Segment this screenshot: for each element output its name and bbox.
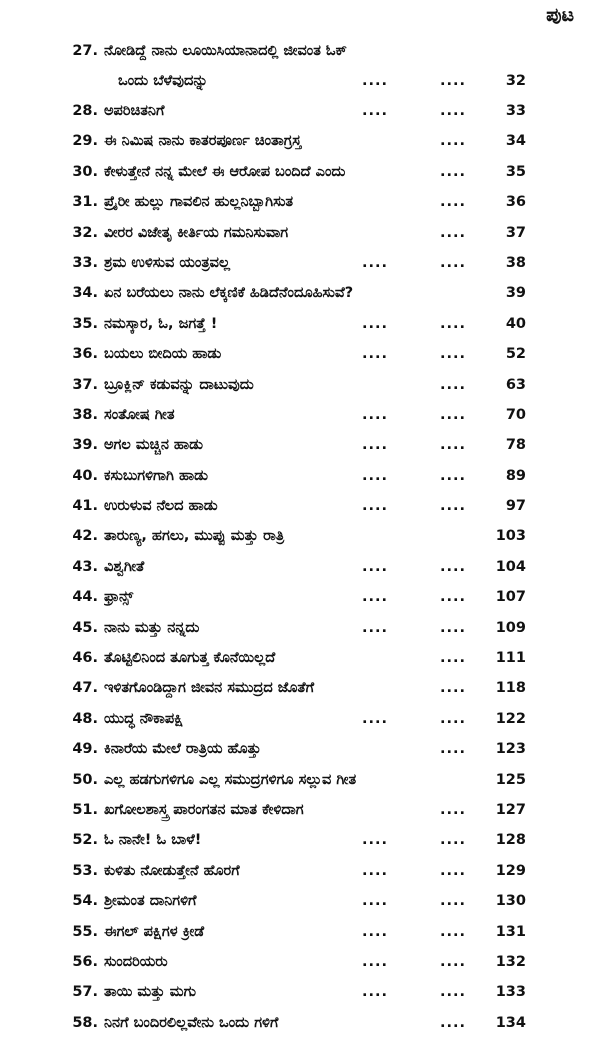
toc-entry bbox=[0, 552, 600, 582]
entry-title: ಶ್ರೀಮಂತ ದಾನಿಗಳಿಗೆ bbox=[104, 893, 197, 910]
entry-title: ಫ್ರಾನ್ಸ್ bbox=[104, 589, 134, 606]
leader-dots: .... bbox=[440, 1014, 467, 1031]
leader-dots: .... bbox=[440, 650, 467, 667]
leader-dots: .... bbox=[440, 893, 467, 910]
entry-page-number: 111 bbox=[495, 650, 526, 667]
leader-dots: .... bbox=[440, 832, 467, 849]
leader-dots: .... bbox=[362, 832, 389, 849]
entry-number: 38. bbox=[72, 406, 98, 423]
entry-page-number: 37 bbox=[505, 224, 526, 241]
leader-dots: .... bbox=[440, 710, 467, 727]
entry-page-number: 132 bbox=[495, 953, 526, 970]
entry-title: ಕೇಳುತ್ತೇನೆ ನನ್ನ ಮೇಲೆ ಈ ಆರೋಪ ಬಂದಿದೆ ಎಂದು bbox=[104, 163, 346, 180]
entry-number: 48. bbox=[72, 710, 98, 727]
leader-dots: .... bbox=[362, 498, 389, 515]
entry-number: 55. bbox=[72, 923, 98, 940]
entry-page-number: 89 bbox=[505, 467, 526, 484]
leader-dots: .... bbox=[440, 923, 467, 940]
leader-dots: .... bbox=[440, 194, 467, 211]
entry-page-number: 129 bbox=[495, 862, 526, 879]
entry-title: ಈ ನಿಮಿಷ ನಾನು ಕಾತರಪೂರ್ಣ ಚಿಂತಾಗ್ರಸ್ತ bbox=[104, 133, 302, 150]
entry-title: ಎಲ್ಲ ಹಡಗುಗಳಿಗೂ ಎಲ್ಲ ಸಮುದ್ರಗಳಿಗೂ ಸಲ್ಲುವ ಗೀತ bbox=[104, 771, 357, 788]
entry-number: 41. bbox=[72, 498, 98, 515]
entry-number: 31. bbox=[72, 194, 98, 211]
entry-page-number: 130 bbox=[495, 893, 526, 910]
leader-dots: .... bbox=[440, 862, 467, 879]
leader-dots: .... bbox=[362, 467, 389, 484]
entry-title: ಸುಂದರಿಯರು bbox=[104, 953, 168, 970]
leader-dots: .... bbox=[440, 589, 467, 606]
entry-title: ವೀರರ ವಿಜೇತೃ ಕೀರ್ತಿಯ ಗಮನಿಸುವಾಗ bbox=[104, 224, 289, 241]
leader-dots: .... bbox=[440, 254, 467, 271]
entry-title: ಯುದ್ಧ ನೌಕಾಪಕ್ಷಿ bbox=[104, 710, 184, 727]
leader-dots: .... bbox=[362, 619, 389, 636]
toc-entry bbox=[0, 187, 600, 217]
toc-entry bbox=[0, 917, 600, 947]
entry-number: 50. bbox=[72, 771, 98, 788]
leader-dots: .... bbox=[362, 893, 389, 910]
entry-number: 39. bbox=[72, 437, 98, 454]
leader-dots: .... bbox=[440, 163, 467, 180]
toc-entry bbox=[0, 1008, 600, 1038]
toc-entry bbox=[0, 734, 600, 764]
toc-entry bbox=[0, 825, 600, 855]
toc-entry bbox=[0, 643, 600, 673]
toc-entry bbox=[0, 339, 600, 369]
entry-title: ಈಗಲ್ ಪಕ್ಷಿಗಳ ಕ್ರೀಡೆ bbox=[104, 923, 205, 940]
entry-title: ವಿಶ್ವಗೀತೆ bbox=[104, 558, 145, 575]
leader-dots: .... bbox=[440, 467, 467, 484]
entry-number: 40. bbox=[72, 467, 98, 484]
table-of-contents bbox=[0, 36, 600, 1038]
entry-number: 53. bbox=[72, 862, 98, 879]
entry-title: ಬ್ರೂಕ್ಲಿನ್ ಕಡುವನ್ನು ದಾಟುವುದು bbox=[104, 376, 254, 393]
leader-dots: .... bbox=[440, 498, 467, 515]
entry-title: ಇಳಿತಗೊಂಡಿದ್ದಾಗ ಜೀವನ ಸಮುದ್ರದ ಜೊತೆಗೆ bbox=[104, 680, 315, 697]
entry-number: 57. bbox=[72, 984, 98, 1001]
toc-entry bbox=[0, 613, 600, 643]
entry-title: ನಮಸ್ಕಾರ, ಓ, ಜಗತ್ತೆ ! bbox=[104, 315, 218, 332]
entry-page-number: 97 bbox=[505, 498, 526, 515]
entry-number: 45. bbox=[72, 619, 98, 636]
entry-number: 32. bbox=[72, 224, 98, 241]
leader-dots: .... bbox=[362, 923, 389, 940]
entry-title: ಕಿನಾರೆಯ ಮೇಲೆ ರಾತ್ರಿಯ ಹೊತ್ತು bbox=[104, 741, 261, 758]
entry-page-number: 118 bbox=[495, 680, 526, 697]
leader-dots: .... bbox=[440, 73, 467, 89]
entry-page-number: 33 bbox=[505, 103, 526, 119]
leader-dots: .... bbox=[362, 862, 389, 879]
entry-title: ಪ್ರೈರೀ ಹುಲ್ಲು ಗಾವಲಿನ ಹುಲ್ಲನಿಬ್ಬಾಗಿಸುತ bbox=[104, 194, 294, 211]
entry-number: 33. bbox=[72, 254, 98, 271]
toc-entry bbox=[0, 218, 600, 248]
entry-page-number: 122 bbox=[495, 710, 526, 727]
toc-entry bbox=[0, 977, 600, 1007]
toc-entry bbox=[0, 430, 600, 460]
leader-dots: .... bbox=[362, 73, 389, 89]
leader-dots: .... bbox=[362, 589, 389, 606]
leader-dots: .... bbox=[440, 224, 467, 241]
entry-page-number: 34 bbox=[505, 133, 526, 150]
entry-number: 30. bbox=[72, 163, 98, 180]
entry-page-number: 103 bbox=[495, 528, 526, 545]
entry-title: ಅಗಲ ಮಚ್ಚಿನ ಹಾಡು bbox=[104, 437, 203, 454]
toc-entry bbox=[0, 36, 600, 96]
entry-page-number: 63 bbox=[505, 376, 526, 393]
leader-dots: .... bbox=[440, 680, 467, 697]
entry-page-number: 40 bbox=[505, 315, 526, 332]
toc-entry bbox=[0, 278, 600, 308]
entry-title-continued: ಒಂದು ಬೆಳೆವುದನ್ನು bbox=[118, 73, 208, 89]
entry-title: ಶ್ರಮ ಉಳಿಸುವ ಯಂತ್ರವಲ್ಲ bbox=[104, 254, 231, 271]
entry-title: ಬಯಲು ಬೀದಿಯ ಹಾಡು bbox=[104, 346, 222, 363]
entry-title: ತೊಟ್ಟಿಲಿನಿಂದ ತೂಗುತ್ತ ಕೊನೆಯಿಲ್ಲದೆ bbox=[104, 650, 276, 667]
entry-number: 54. bbox=[72, 893, 98, 910]
leader-dots: .... bbox=[362, 315, 389, 332]
toc-entry bbox=[0, 96, 600, 126]
entry-title: ತಾಯಿ ಮತ್ತು ಮಗು bbox=[104, 984, 197, 1001]
entry-number: 34. bbox=[72, 285, 98, 302]
leader-dots: .... bbox=[440, 437, 467, 454]
toc-entry bbox=[0, 370, 600, 400]
entry-page-number: 125 bbox=[495, 771, 526, 788]
toc-entry bbox=[0, 886, 600, 916]
toc-entry bbox=[0, 704, 600, 734]
leader-dots: .... bbox=[362, 406, 389, 423]
entry-title: ಏನ ಬರೆಯಲು ನಾನು ಲೆಕ್ಕಣಿಕೆ ಹಿಡಿದೆನೆಂದೂಹಿಸುವೆ? bbox=[104, 285, 354, 302]
entry-number: 56. bbox=[72, 953, 98, 970]
entry-number: 36. bbox=[72, 346, 98, 363]
entry-number: 27. bbox=[72, 43, 98, 59]
entry-page-number: 36 bbox=[505, 194, 526, 211]
leader-dots: .... bbox=[362, 953, 389, 970]
entry-page-number: 128 bbox=[495, 832, 526, 849]
entry-number: 35. bbox=[72, 315, 98, 332]
entry-number: 42. bbox=[72, 528, 98, 545]
entry-page-number: 32 bbox=[505, 73, 526, 89]
entry-page-number: 104 bbox=[495, 558, 526, 575]
toc-entry bbox=[0, 157, 600, 187]
toc-entry bbox=[0, 673, 600, 703]
entry-page-number: 107 bbox=[495, 589, 526, 606]
entry-title: ಕಸುಬುಗಳಿಗಾಗಿ ಹಾಡು bbox=[104, 467, 208, 484]
entry-title: ಸಂತೋಷ ಗೀತ bbox=[104, 406, 175, 423]
entry-title: ಖಗೋಲಶಾಸ್ತ್ರ ಪಾರಂಗತನ ಮಾತ ಕೇಳಿದಾಗ bbox=[104, 801, 304, 818]
entry-number: 46. bbox=[72, 650, 98, 667]
leader-dots: .... bbox=[362, 984, 389, 1001]
entry-title: ಅಪರಿಚಿತನಿಗೆ bbox=[104, 103, 165, 119]
toc-entry bbox=[0, 765, 600, 795]
entry-page-number: 133 bbox=[495, 984, 526, 1001]
entry-number: 37. bbox=[72, 376, 98, 393]
entry-number: 44. bbox=[72, 589, 98, 606]
leader-dots: .... bbox=[440, 133, 467, 150]
entry-page-number: 78 bbox=[505, 437, 526, 454]
leader-dots: .... bbox=[440, 953, 467, 970]
leader-dots: .... bbox=[440, 315, 467, 332]
entry-title: ನೋಡಿದ್ದೆ ನಾನು ಲೂಯಿಸಿಯಾನಾದಲ್ಲಿ ಜೀವಂತ ಓಕ್ bbox=[104, 43, 347, 59]
leader-dots: .... bbox=[440, 406, 467, 423]
leader-dots: .... bbox=[440, 346, 467, 363]
leader-dots: .... bbox=[362, 710, 389, 727]
toc-entry bbox=[0, 126, 600, 156]
page-column-heading: ಪುಟ bbox=[546, 4, 574, 26]
toc-entry bbox=[0, 947, 600, 977]
entry-page-number: 52 bbox=[505, 346, 526, 363]
entry-number: 51. bbox=[72, 801, 98, 818]
toc-entry bbox=[0, 582, 600, 612]
leader-dots: .... bbox=[362, 254, 389, 271]
leader-dots: .... bbox=[362, 346, 389, 363]
entry-page-number: 134 bbox=[495, 1014, 526, 1031]
entry-page-number: 127 bbox=[495, 801, 526, 818]
entry-number: 43. bbox=[72, 558, 98, 575]
toc-entry bbox=[0, 248, 600, 278]
leader-dots: .... bbox=[362, 558, 389, 575]
entry-page-number: 123 bbox=[495, 741, 526, 758]
entry-page-number: 70 bbox=[505, 406, 526, 423]
toc-entry bbox=[0, 491, 600, 521]
leader-dots: .... bbox=[440, 376, 467, 393]
entry-number: 29. bbox=[72, 133, 98, 150]
entry-page-number: 35 bbox=[505, 163, 526, 180]
entry-page-number: 38 bbox=[505, 254, 526, 271]
entry-title: ತಾರುಣ್ಯ, ಹಗಲು, ಮುಪ್ಪು ಮತ್ತು ರಾತ್ರಿ bbox=[104, 528, 285, 545]
toc-entry bbox=[0, 521, 600, 551]
entry-title: ಕುಳಿತು ನೋಡುತ್ತೇನೆ ಹೊರಗೆ bbox=[104, 862, 240, 879]
leader-dots: .... bbox=[440, 558, 467, 575]
leader-dots: .... bbox=[440, 103, 467, 119]
leader-dots: .... bbox=[440, 801, 467, 818]
leader-dots: .... bbox=[362, 437, 389, 454]
toc-entry bbox=[0, 309, 600, 339]
leader-dots: .... bbox=[440, 619, 467, 636]
entry-title: ನಾನು ಮತ್ತು ನನ್ನದು bbox=[104, 619, 200, 636]
leader-dots: .... bbox=[362, 103, 389, 119]
entry-number: 52. bbox=[72, 832, 98, 849]
entry-page-number: 39 bbox=[505, 285, 526, 302]
entry-page-number: 131 bbox=[495, 923, 526, 940]
entry-number: 49. bbox=[72, 741, 98, 758]
entry-page-number: 109 bbox=[495, 619, 526, 636]
entry-number: 47. bbox=[72, 680, 98, 697]
entry-number: 58. bbox=[72, 1014, 98, 1031]
entry-title: ಓ ನಾನೇ! ಓ ಬಾಳೆ! bbox=[104, 832, 202, 849]
toc-entry bbox=[0, 461, 600, 491]
toc-entry bbox=[0, 856, 600, 886]
leader-dots: .... bbox=[440, 741, 467, 758]
leader-dots: .... bbox=[440, 984, 467, 1001]
entry-title: ನಿನಗೆ ಬಂದಿರಲಿಲ್ಲವೇನು ಒಂದು ಗಳಿಗೆ bbox=[104, 1014, 279, 1031]
toc-entry bbox=[0, 795, 600, 825]
entry-title: ಉರುಳುವ ನೆಲದ ಹಾಡು bbox=[104, 498, 218, 515]
entry-number: 28. bbox=[72, 103, 98, 119]
toc-entry bbox=[0, 400, 600, 430]
